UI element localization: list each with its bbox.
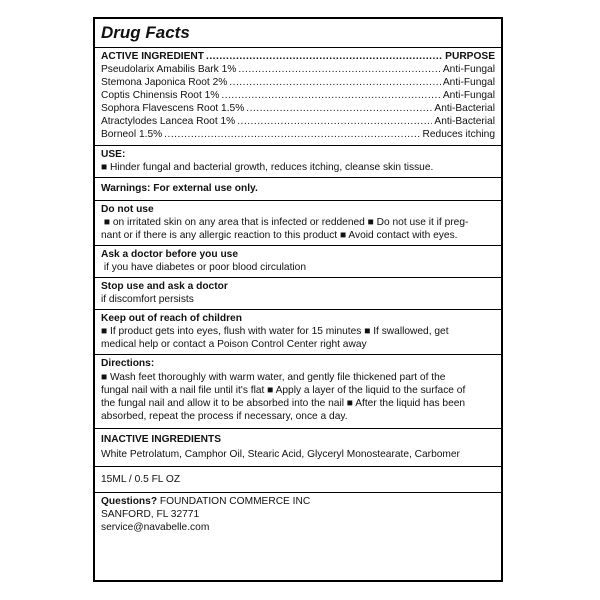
ingredient-name: Atractylodes Lancea Root 1% [101, 116, 236, 127]
use-heading: USE: [101, 149, 126, 160]
do-not-use-line: ■ on irritated skin on any area that is infected or reddened ■ Do not use it if preg- [101, 217, 469, 228]
ingredient-name: Borneol 1.5% [101, 129, 163, 140]
inactive-ingredients-section [95, 428, 501, 466]
do-not-use-line: nant or if there is any allergic reaction to this product ■ Avoid contact with eyes. [101, 230, 458, 241]
warnings-heading: Warnings: For external use only. [101, 183, 258, 194]
questions-heading: Questions? [101, 496, 158, 507]
inactive-text: White Petrolatum, Camphor Oil, Stearic Acid, Glyceryl Monostearate, Carbomer [101, 449, 460, 460]
leader-dots [238, 63, 441, 76]
leader-dots [229, 76, 441, 89]
drug-facts-title: Drug Facts [101, 23, 190, 42]
do-not-use-heading: Do not use [101, 204, 154, 215]
children-line: medical help or contact a Poison Control Center right away [101, 339, 367, 350]
purpose-heading: PURPOSE [445, 51, 495, 62]
size-section [95, 466, 501, 492]
ingredient-row [101, 63, 495, 76]
directions-line: ■ Wash feet thoroughly with warm water, and gently file thickened part of the [101, 372, 446, 383]
leader-dots [164, 128, 420, 141]
ingredient-row [101, 102, 495, 115]
ingredient-name: Pseudolarix Amabilis Bark 1% [101, 64, 237, 75]
drug-facts-panel [93, 17, 503, 582]
ingredient-purpose: Anti-Bacterial [434, 103, 495, 114]
ingredient-row [101, 128, 495, 141]
directions-line: fungal nail with a nail file until it's flat ■ Apply a layer of the liquid to the surface of [101, 385, 466, 396]
contact-email: service@navabelle.com [101, 522, 210, 533]
ingredient-name: Sophora Flavescens Root 1.5% [101, 103, 245, 114]
package-size: 15ML / 0.5 FL OZ [101, 474, 181, 485]
ingredient-name: Stemona Japonica Root 2% [101, 77, 228, 88]
active-header-row [101, 50, 495, 63]
stop-use-heading: Stop use and ask a doctor [101, 281, 228, 292]
children-line: ■ If product gets into eyes, flush with water for 15 minutes ■ If swallowed, get [101, 326, 449, 337]
directions-heading: Directions: [101, 358, 155, 369]
active-ingredient-heading: ACTIVE INGREDIENT [101, 51, 205, 62]
ask-doctor-section [95, 245, 501, 277]
children-heading: Keep out of reach of children [101, 313, 242, 324]
company-name: FOUNDATION COMMERCE INC [157, 496, 311, 507]
company-address: SANFORD, FL 32771 [101, 509, 200, 520]
use-section [95, 145, 501, 177]
leader-dots [206, 50, 443, 63]
directions-line: the fungal nail and allow it to be absorbed into the nail ■ After the liquid has been [101, 398, 466, 409]
children-section [95, 309, 501, 354]
inactive-heading: INACTIVE INGREDIENTS [101, 434, 221, 445]
do-not-use-section [95, 200, 501, 245]
ingredient-purpose: Reduces itching [422, 129, 495, 140]
ingredient-purpose: Anti-Fungal [442, 64, 495, 75]
ingredient-purpose: Anti-Bacterial [434, 116, 495, 127]
ingredient-name: Coptis Chinensis Root 1% [101, 90, 220, 101]
stop-use-section [95, 277, 501, 309]
ingredient-row [101, 89, 495, 102]
active-ingredients-section [95, 47, 501, 145]
ingredient-row [101, 76, 495, 89]
ingredient-purpose: Anti-Fungal [442, 77, 495, 88]
questions-section [95, 492, 501, 537]
warnings-section [95, 177, 501, 200]
ask-doctor-text: if you have diabetes or poor blood circulation [101, 262, 307, 273]
leader-dots [237, 115, 432, 128]
questions-line [101, 495, 495, 508]
ingredient-purpose: Anti-Fungal [442, 90, 495, 101]
ingredient-row [101, 115, 495, 128]
leader-dots [221, 89, 441, 102]
use-text: ■ Hinder fungal and bacterial growth, reduces itching, cleanse skin tissue. [101, 162, 434, 173]
leader-dots [246, 102, 432, 115]
directions-section [95, 354, 501, 428]
ask-doctor-heading: Ask a doctor before you use [101, 249, 238, 260]
stop-use-text: if discomfort persists [101, 294, 194, 305]
directions-line: absorbed, repeat the process if necessary, once a day. [101, 411, 348, 422]
title-section [95, 19, 501, 47]
